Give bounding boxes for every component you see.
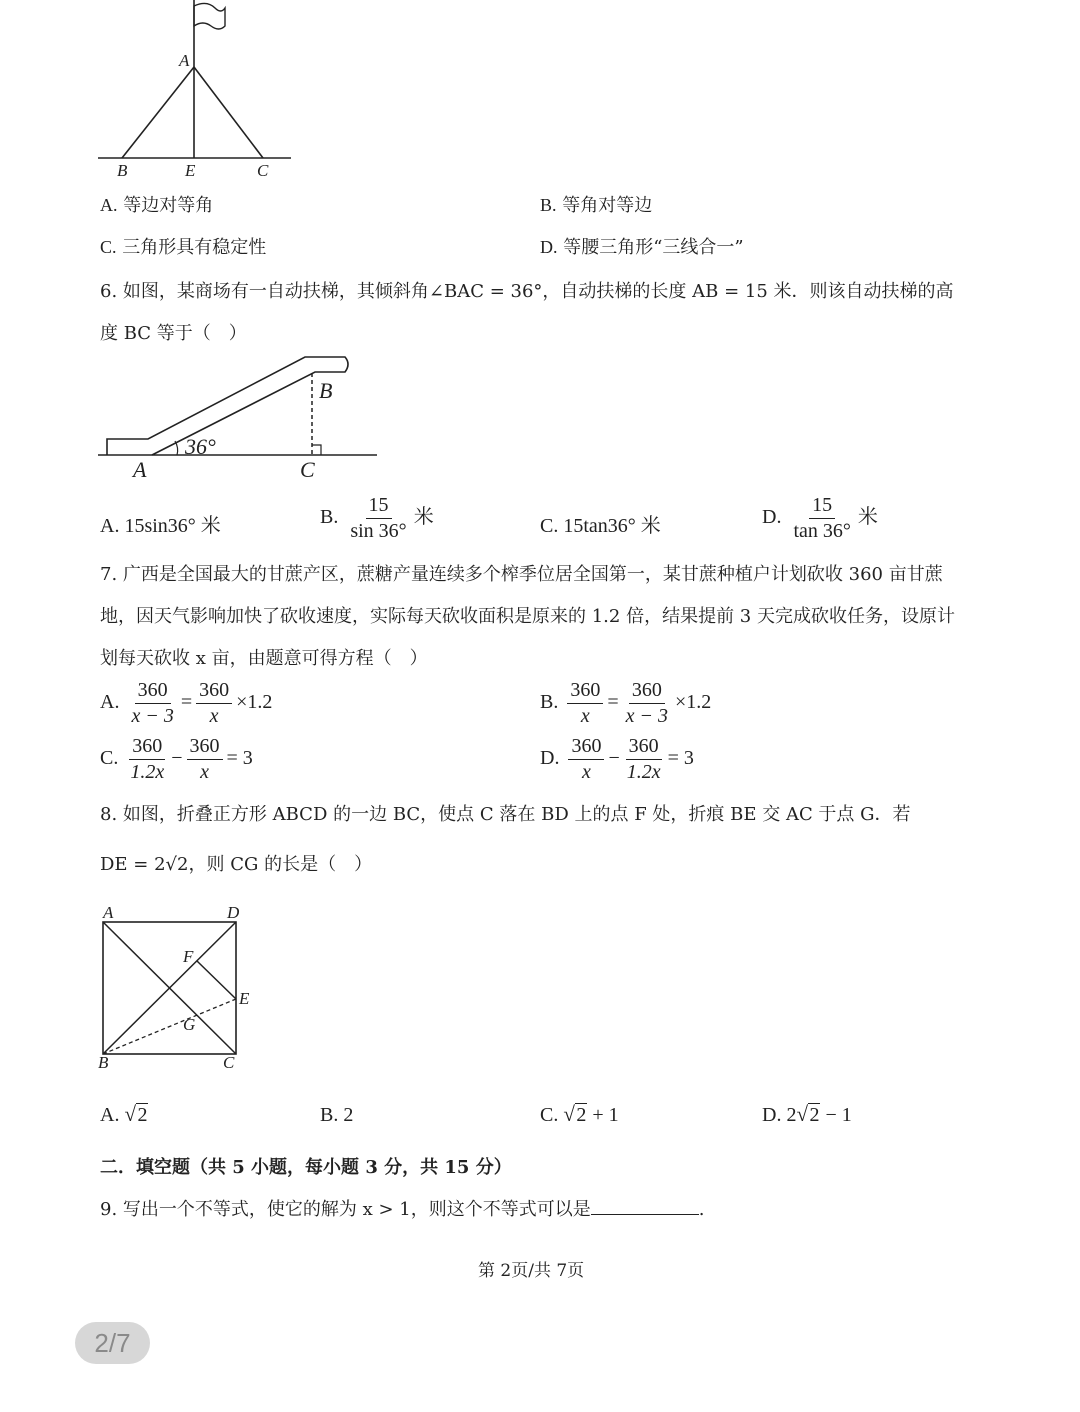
answer-blank[interactable]: [591, 1198, 699, 1215]
fig-label-a: A: [103, 903, 114, 922]
q5-option-c: C. 三角形具有稳定性: [100, 237, 267, 258]
q6-stem-line1: 6. 如图，某商场有一自动扶梯，其倾斜角∠BAC = 36°，自动扶梯的长度 AB = 15 米．则该自动扶梯的高: [100, 281, 954, 302]
q6-option-d: D. $\frac{15}{\tan 36^\circ}$ 米: [762, 494, 878, 542]
q7-option-c: C. $\frac{360}{1.2x}$ − $\frac{360}{x}$ = 3: [100, 735, 253, 783]
fig-label-f: F: [183, 947, 194, 966]
fig-label-e: E: [185, 161, 196, 180]
page-indicator-badge[interactable]: 2/7: [75, 1322, 150, 1364]
fig-label-angle: 36°: [185, 434, 216, 459]
q8-option-b: B. 2: [320, 1104, 354, 1126]
q7-option-b: B. $\frac{360}{x}$ = $\frac{360}{x - 3}$ ×1.2: [540, 679, 712, 727]
q5-figure: [95, 0, 305, 185]
fig-label-c: C: [223, 1053, 235, 1072]
q5-option-b: B. 等角对等边: [540, 195, 653, 216]
fig-label-a: A: [133, 457, 147, 482]
fig-label-a: A: [179, 51, 190, 70]
q7-option-a: A. $\frac{360}{x - 3}$ = $\frac{360}{x}$ ×1.2: [100, 679, 273, 727]
q7-stem-line3: 划每天砍收 x 亩，由题意可得方程（ ）: [100, 648, 428, 669]
fig-label-b: B: [319, 378, 333, 403]
fig-label-e: E: [239, 989, 250, 1008]
q8-square-figure: [95, 900, 265, 1075]
q8-option-d: D. 2√ 2 − 1: [762, 1104, 852, 1127]
q6-option-b: B. $\frac{15}{\sin 36^\circ}$ 米: [320, 494, 434, 542]
section-title: 二．填空题（共 5 小题，每小题 3 分，共 15 分）: [100, 1157, 512, 1178]
fig-label-b: B: [98, 1053, 109, 1072]
fig-label-b: B: [117, 161, 128, 180]
fig-label-g: G: [183, 1015, 196, 1034]
q6-stem-line2: 度 BC 等于（ ）: [100, 323, 247, 344]
q6-option-c: C. 15tan36° 米: [540, 515, 661, 537]
q6-option-a: A. 15sin36° 米: [100, 515, 221, 537]
fig-label-c: C: [257, 161, 269, 180]
q6-escalator-figure: [95, 352, 385, 487]
page-footer: 第 2页/共 7页: [478, 1261, 585, 1281]
q7-stem-line1: 7. 广西是全国最大的甘蔗产区，蔗糖产量连续多个榨季位居全国第一，某甘蔗种植户计划砍收 360 亩甘蔗: [100, 564, 943, 585]
q5-option-a: A. 等边对等角: [100, 195, 214, 216]
q7-option-d: D. $\frac{360}{x}$ − $\frac{360}{1.2x}$ = 3: [540, 735, 694, 783]
fig-label-c: C: [300, 457, 315, 482]
q8-option-c: C. √ 2 + 1: [540, 1104, 619, 1127]
q8-option-a: A. √ 2: [100, 1104, 148, 1127]
q7-stem-line2: 地，因天气影响加快了砍收速度，实际每天砍收面积是原来的 1.2 倍，结果提前 3 天完成砍收任务，设原计: [100, 606, 955, 627]
q5-option-d: D. 等腰三角形“三线合一”: [540, 237, 744, 258]
q9-stem: 9. 写出一个不等式，使它的解为 x > 1，则这个不等式可以是 .: [100, 1199, 705, 1220]
q8-stem-line2: DE = 2√2，则 CG 的长是（ ）: [100, 854, 373, 875]
q8-stem-line1: 8. 如图，折叠正方形 ABCD 的一边 BC，使点 C 落在 BD 上的点 F 处，折痕 BE 交 AC 于点 G．若: [100, 804, 911, 825]
fig-label-d: D: [227, 903, 240, 922]
